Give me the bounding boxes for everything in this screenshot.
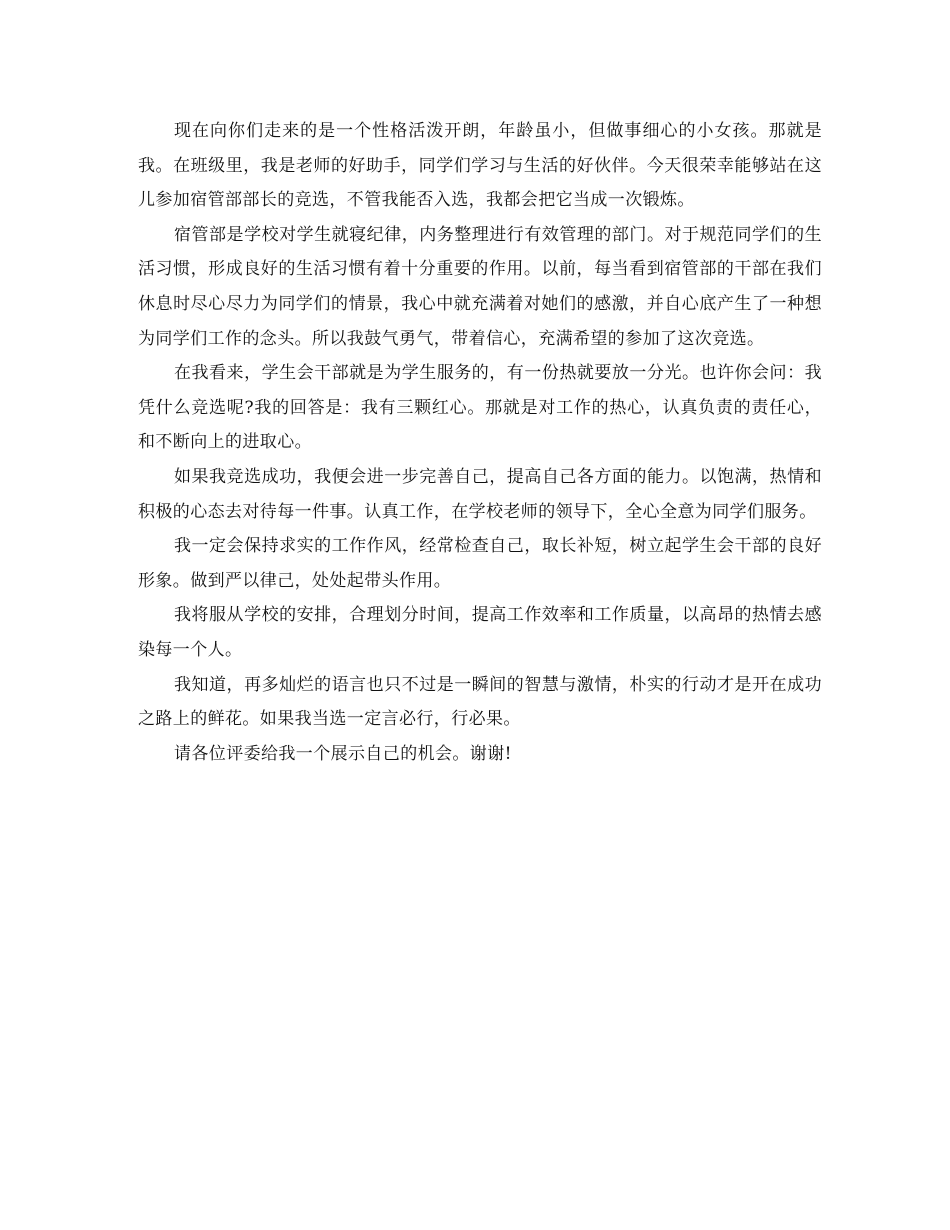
paragraph-3: 在我看来，学生会干部就是为学生服务的，有一份热就要放一分光。也许你会问：我凭什么竞选呢?我的回答是：我有三颗红心。那就是对工作的热心，认真负责的责任心，和不断向上的进取心。 <box>138 363 822 453</box>
paragraph-1: 现在向你们走来的是一个性格活泼开朗，年龄虽小，但做事细心的小女孩。那就是我。在班级里，我是老师的好助手，同学们学习与生活的好伙伴。今天很荣幸能够站在这儿参加宿管部部长的竞选，不管我能否入选，我都会把它当成一次锻炼。 <box>138 121 822 211</box>
paragraph-7: 我知道，再多灿烂的语言也只不过是一瞬间的智慧与激情，朴实的行动才是开在成功之路上的鲜花。如果我当选一定言必行，行必果。 <box>138 674 822 730</box>
paragraph-6: 我将服从学校的安排，合理划分时间，提高工作效率和工作质量，以高昂的热情去感染每一个人。 <box>138 605 822 660</box>
paragraph-2: 宿管部是学校对学生就寝纪律，内务整理进行有效管理的部门。对于规范同学们的生活习惯，形成良好的生活习惯有着十分重要的作用。以前，每当看到宿管部的干部在我们休息时尽心尽力为同学们的情景，我心中就充满着对她们的感激，并自心底产生了一种想为同学们工作的念头。所以我鼓气勇气，带着信心，充满希望的参加了这次竞选。 <box>138 224 822 349</box>
document-body <box>138 114 822 771</box>
paragraph-4: 如果我竞选成功，我便会进一步完善自己，提高自己各方面的能力。以饱满，热情和积极的心态去对待每一件事。认真工作，在学校老师的领导下，全心全意为同学们服务。 <box>138 466 822 522</box>
paragraph-8: 请各位评委给我一个展示自己的机会。谢谢! <box>174 743 512 764</box>
paragraph-5: 我一定会保持求实的工作作风，经常检查自己，取长补短，树立起学生会干部的良好形象。做到严以律己，处处起带头作用。 <box>138 536 822 591</box>
